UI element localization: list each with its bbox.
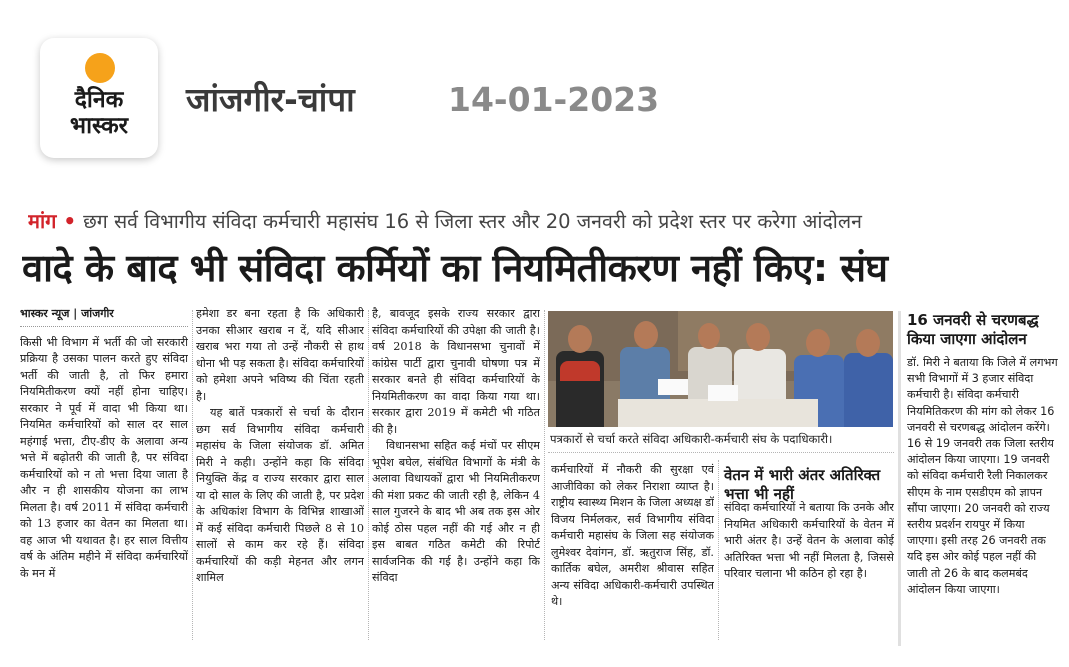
column-divider <box>192 310 193 640</box>
column-1-paragraph: किसी भी विभाग में भर्ती की जो सरकारी प्रक्रिया है उसका पालन करते हुए संविदा भर्ती की जाती है, तो फिर हमारा नियमितीकरण क्यों नहीं होना चाहिए। सरकार ने पूर्व में वादा भी किया था। नियमित कर्मचारियों को साल दर साल महंगाई भत्ता, टीए-डीए के अलावा अन्य भत्ते में बढ़ोतरी की जाती है, पर संविदा कर्मचारियों को न तो भत्ता दिया जाता है और न ही शासकीय योजना का लाभ मिलता है। वर्ष 2011 में संविदा कर्मचारी को 13 हजार का वेतन का मिलता था। वह आज भी यथावत है। हर साल वित्तीय वर्ष के अंतिम महीने में संविदा कर्मचारियों के मन में <box>20 335 188 580</box>
article-column-1 <box>20 306 188 646</box>
agitation-sidebar <box>898 311 1058 646</box>
logo-text-line1: दैनिक <box>74 87 124 113</box>
article-headline: वादे के बाद भी संविदा कर्मियों का नियमितीकरण नहीं किए: संघ <box>22 246 888 290</box>
photo-table <box>618 399 818 427</box>
person-figure <box>844 353 893 427</box>
column-2-paragraph-2: यह बातें पत्रकारों से चर्चा के दौरान छग सर्व विभागीय संविदा कर्मचारी महासंघ के जिला संयोजक डॉ. अमित मिरी ने कही। उन्होंने कहा कि संविदा नियुक्ति केंद्र व राज्य सरकार द्वारा साल या दो साल के लिए की जाती है, पर प्रदेश के अधिकांश विभाग के विभिन्न शाखाओं में कई संविदा कर्मचारी पिछले 8 से 10 सालों से काम कर रहे हैं। संविदा कर्मचारियों की कड़ी मेहनत और लगन शामिल <box>196 406 364 584</box>
agitation-subheading: 16 जनवरी से चरणबद्ध किया जाएगा आंदोलन <box>907 311 1039 348</box>
photo-caption: पत्रकारों से चर्चा करते संविदा अधिकारी-कर्मचारी संघ के पदाधिकारी। <box>550 432 833 446</box>
person-head <box>698 323 720 349</box>
salary-gap-body <box>724 500 894 642</box>
person-head <box>746 323 770 351</box>
paper-sheet <box>708 385 738 401</box>
edition-date: 14-01-2023 <box>448 80 660 119</box>
article-column-3 <box>372 306 540 646</box>
article-kicker <box>28 207 1058 236</box>
column-divider <box>368 310 369 640</box>
logo-text-line2: भास्कर <box>69 113 129 139</box>
column-2-paragraph-1: हमेशा डर बना रहता है कि अधिकारी उनका सीआर खराब न दें, यदि सीआर खराब भरा गया तो उन्हें नौकरी से हाथ धोना भी पड़ सकता है। संविदा कर्मचारियों को हमेशा अपने भविष्य की चिंता रहती है। <box>196 307 364 403</box>
person-head <box>634 321 658 349</box>
edition-city: जांजगीर-चांपा <box>186 80 355 119</box>
sun-icon <box>85 53 115 83</box>
kicker-text: छग सर्व विभागीय संविदा कर्मचारी महासंघ 16 से जिला स्तर और 20 जनवरी को प्रदेश स्तर पर करेगा आंदोलन <box>83 210 862 233</box>
column-4-paragraph: कर्मचारियों में नौकरी की सुरक्षा एवं आजीविका को लेकर निराशा व्याप्त है। राष्ट्रीय स्वास्थ्य मिशन के जिला अध्यक्ष डॉ विजय निर्मलकर, सर्व विभागीय संविदा कर्मचारी महासंघ के जिला सह संयोजक लुमेश्वर देवांगन, डॉ. ऋतुराज सिंह, डॉ. कार्तिक बघेल, अमरीश श्रीवास सहित अन्य संविदा अधिकारी-कर्मचारी उपस्थित थे। <box>551 463 714 608</box>
person-shirt-stripe <box>560 361 600 381</box>
column-divider <box>544 310 545 640</box>
column-3-paragraph-2: विधानसभा सहित कई मंचों पर सीएम भूपेश बघेल, संबंधित विभागों के मंत्री के अलावा विधायकों द्वारा भी नियमितीकरण की मंशा प्रकट की जाती रही है, लेकिन 4 साल गुजरने के बाद भी अब तक इस ओर कोई ठोस पहल नहीं की गई और न ही इस बाबत गठित कमेटी की रिपोर्ट सार्वजनिक की गई है। उन्होंने कहा कि संविदा <box>372 439 540 584</box>
column-3-paragraph-1: है, बावजूद इसके राज्य सरकार द्वारा संविदा कर्मचारियों की उपेक्षा की जाती है। वर्ष 2018 के विधानसभा चुनावों में कांग्रेस पार्टी द्वारा चुनावी घोषणा पत्र में सरकार बनते ही संविदा कर्मचारियों के नियमितीकरण का वादा किया गया था। सरकार द्वारा 2019 में कमेटी भी गठित की है। <box>372 307 540 436</box>
article-column-2 <box>196 306 364 646</box>
byline: भास्कर न्यूज | जांजगीर <box>20 306 188 327</box>
salary-gap-paragraph: संविदा कर्मचारियों ने बताया कि उनके और नियमित अधिकारी कर्मचारियों के वेतन में भारी अंतर है। उन्हें वेतन के अलावा कोई अतिरिक्त भत्ता भी नहीं मिलता है, जिससे परिवार चलाना भी कठिन हो रहा है। <box>724 501 894 580</box>
column-divider <box>718 460 719 640</box>
paper-sheet <box>658 379 688 395</box>
caption-divider <box>548 452 894 453</box>
person-head <box>856 329 880 357</box>
person-head <box>806 329 830 357</box>
article-column-4 <box>551 462 714 642</box>
kicker-label: मांग <box>28 209 57 233</box>
salary-gap-subheading: वेतन में भारी अंतर अतिरिक्त भत्ता भी नहीं <box>724 466 881 503</box>
kicker-separator: • <box>56 209 84 233</box>
app-header <box>0 0 1069 180</box>
dainik-bhaskar-logo[interactable] <box>40 38 158 158</box>
agitation-paragraph: डॉ. मिरी ने बताया कि जिले में लगभग सभी विभागों में 3 हजार संविदा कर्मचारी है। संविदा कर्मचारी नियमितिकरण की मांग को लेकर 16 जनवरी से चरणबद्ध आंदोलन करेंगे। 16 से 19 जनवरी तक जिला स्तरीय आंदोलन किया जाएगा। 19 जनवरी को संविदा कर्मचारी रैली निकालकर सीएम के नाम एसडीएम को ज्ञापन सौंपा जाएगा। 20 जनवरी को राज्य स्तरीय प्रदर्शन रायपुर में किया जाएगा। इसी तरह 26 जनवरी तक यदि इस ओर कोई पहल नहीं की जाती तो 26 के बाद कलमबंद आंदोलन किया जाएगा। <box>907 356 1058 596</box>
press-meet-photo[interactable] <box>548 311 893 427</box>
person-head <box>568 325 592 353</box>
